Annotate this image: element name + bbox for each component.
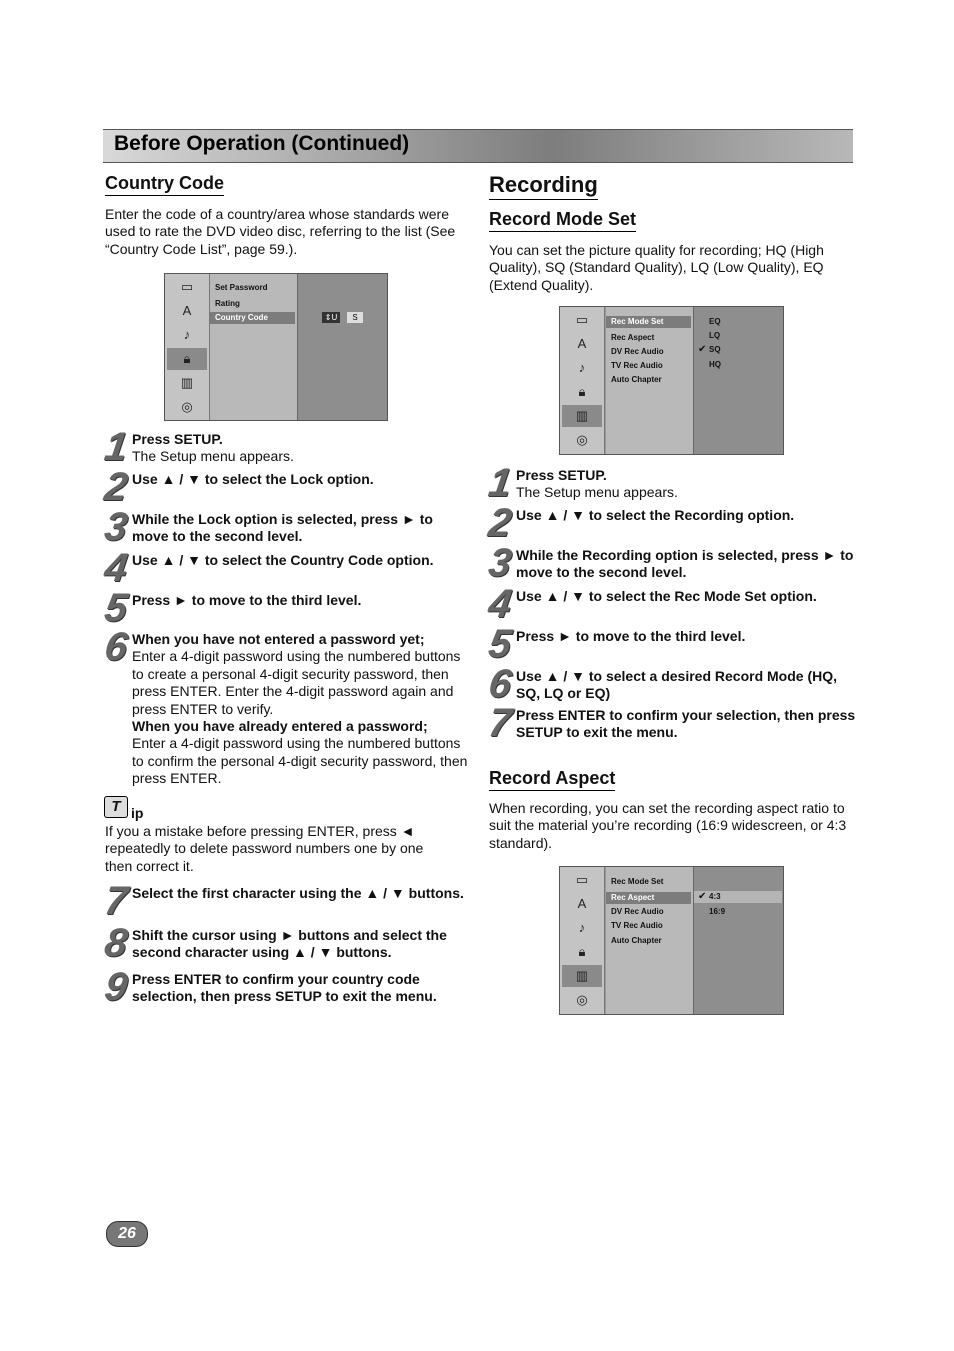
left-step-6 — [101, 625, 470, 791]
step-instruction: Select the first character using the ▲ / ▼ buttons. — [132, 885, 464, 901]
menu-item-rec-mode-set: Rec Mode Set — [606, 316, 691, 328]
step-instruction: Use ▲ / ▼ to select the Rec Mode Set option. — [516, 588, 817, 604]
country-code-intro: Enter the code of a country/area whose standards were used to rate the DVD video disc, referring to the list (See “Country Code List”, page 59.). — [105, 206, 456, 257]
left-step-8 — [101, 921, 470, 967]
right-step-5 — [485, 622, 854, 666]
recording-icon: ▥ — [180, 375, 194, 390]
setup-menu-rec-mode — [559, 306, 784, 455]
menu-icon-column — [560, 867, 605, 1014]
tip-icon: T — [104, 796, 128, 818]
right-step-1 — [485, 461, 854, 505]
right-step-7 — [485, 701, 856, 745]
step-detail: The Setup menu appears. — [516, 484, 678, 501]
menu-item-tv-rec-audio: TV Rec Audio — [611, 921, 663, 930]
step-instruction: While the Recording option is selected, press ► to move to the second level. — [516, 547, 854, 581]
step-instruction: Press SETUP. — [516, 467, 607, 483]
step-number: 1 — [101, 425, 129, 469]
lock-icon: 🔒︎ — [578, 384, 586, 399]
menu-second-level — [606, 867, 694, 1014]
step-instruction: Shift the cursor using ► buttons and select the second character using ▲ / ▼ buttons. — [132, 927, 447, 961]
recording-icon: ▥ — [562, 405, 602, 427]
lock-icon: 🔒︎ — [167, 348, 207, 370]
step-number: 5 — [485, 622, 513, 666]
step-detail-2: Enter a 4-digit password using the numbered buttons to confirm the personal 4-digit security password, then press ENTER. — [132, 735, 468, 787]
step-number: 4 — [101, 546, 129, 590]
menu-item-set-password: Set Password — [215, 283, 268, 292]
right-step-2 — [485, 501, 854, 545]
audio-icon: ♪ — [183, 327, 191, 342]
step-number: 4 — [485, 582, 513, 626]
left-step-4 — [101, 546, 470, 590]
setup-menu-lock — [164, 273, 388, 421]
step-instruction: Press ► to move to the third level. — [132, 592, 362, 608]
tip-text: If you a mistake before pressing ENTER, press ◄ repeatedly to delete password numbers one by one then correct it. — [105, 823, 424, 874]
step-number: 6 — [101, 625, 129, 669]
step-instruction: Press ► to move to the third level. — [516, 628, 746, 644]
menu-item-rating: Rating — [215, 299, 240, 308]
record-mode-intro: You can set the picture quality for recording; HQ (High Quality), SQ (Standard Quality), LQ (Low Quality), EQ (Extend Quality). — [489, 242, 824, 293]
step-instruction: Use ▲ / ▼ to select a desired Record Mode (HQ, SQ, LQ or EQ) — [516, 668, 838, 702]
menu-item-tv-rec-audio: TV Rec Audio — [611, 361, 663, 370]
step-instruction: When you have not entered a password yet; — [132, 631, 425, 647]
menu-second-level — [606, 307, 694, 454]
country-code-char-1: ⇕U — [322, 312, 340, 323]
menu-icon-column — [165, 274, 210, 420]
menu-item-rec-mode-set: Rec Mode Set — [611, 877, 664, 886]
record-aspect-heading: Record Aspect — [489, 768, 615, 791]
option-hq: HQ — [709, 360, 721, 369]
menu-item-auto-chapter: Auto Chapter — [611, 936, 662, 945]
menu-item-dv-rec-audio: DV Rec Audio — [611, 907, 664, 916]
step-instruction: Press ENTER to confirm your selection, then press SETUP to exit the menu. — [516, 707, 856, 741]
option-4-3: 4:3 — [709, 892, 721, 901]
page-number: 26 — [106, 1221, 148, 1247]
option-lq: LQ — [709, 331, 721, 340]
step-number: 2 — [101, 465, 129, 509]
tv-icon: ▭ — [575, 312, 589, 327]
recording-heading: Recording — [489, 172, 598, 200]
option-eq: EQ — [709, 317, 721, 326]
disc-icon: ◎ — [181, 399, 193, 414]
step-number: 7 — [485, 701, 513, 745]
menu-third-level — [694, 307, 783, 454]
step-number: 5 — [101, 586, 129, 630]
menu-item-rec-aspect: Rec Aspect — [606, 892, 691, 904]
country-code-char-2: S — [347, 312, 363, 323]
menu-icon-column — [560, 307, 605, 454]
disc-icon: ◎ — [576, 992, 588, 1007]
option-16-9: 16:9 — [709, 907, 726, 916]
left-step-3 — [101, 505, 470, 549]
menu-third-level — [298, 274, 387, 420]
left-step-7 — [101, 879, 470, 925]
left-step-2 — [101, 465, 470, 509]
step-number: 8 — [101, 921, 129, 965]
step-instruction: Use ▲ / ▼ to select the Lock option. — [132, 471, 374, 487]
check-icon: ✔ — [698, 344, 707, 355]
recording-icon: ▥ — [562, 965, 602, 987]
record-aspect-intro: When recording, you can set the recording aspect ratio to suit the material you’re recording (16:9 widescreen, or 4:3 standard). — [489, 800, 847, 851]
step-number: 7 — [101, 879, 129, 923]
section-banner — [103, 129, 853, 163]
step-detail: Enter a 4-digit password using the numbered buttons to create a personal 4-digit security password, then press ENTER. Enter the 4-digit password again and press ENTER to verify. — [132, 648, 461, 717]
tv-icon: ▭ — [575, 872, 589, 887]
option-sq: SQ — [709, 345, 721, 354]
step-number: 6 — [485, 662, 513, 706]
step-number: 3 — [485, 541, 513, 585]
tip-label: ip — [131, 805, 144, 821]
audio-icon: ♪ — [578, 920, 586, 935]
step-instruction: Press SETUP. — [132, 431, 223, 447]
left-step-9 — [101, 965, 470, 1011]
setup-menu-rec-aspect — [559, 866, 784, 1015]
lock-icon: 🔒︎ — [578, 944, 586, 959]
step-number: 2 — [485, 501, 513, 545]
menu-item-country-code: Country Code — [210, 312, 295, 324]
tv-icon: ▭ — [180, 279, 194, 294]
step-instruction: Press ENTER to confirm your country code selection, then press SETUP to exit the menu. — [132, 971, 437, 1005]
audio-icon: ♪ — [578, 360, 586, 375]
menu-item-dv-rec-audio: DV Rec Audio — [611, 347, 664, 356]
step-number: 9 — [101, 965, 129, 1009]
language-icon: A — [577, 896, 587, 911]
disc-icon: ◎ — [576, 432, 588, 447]
check-icon: ✔ — [698, 891, 707, 902]
language-icon: A — [577, 336, 587, 351]
right-step-3 — [485, 541, 854, 585]
menu-second-level — [210, 274, 298, 420]
right-step-4 — [485, 582, 854, 626]
right-step-6 — [485, 662, 854, 706]
step-number: 3 — [101, 505, 129, 549]
menu-item-rec-aspect: Rec Aspect — [611, 333, 655, 342]
step-instruction: While the Lock option is selected, press ► to move to the second level. — [132, 511, 433, 545]
country-code-heading: Country Code — [105, 173, 224, 196]
banner-title: Before Operation (Continued) — [114, 132, 410, 155]
record-mode-set-heading: Record Mode Set — [489, 209, 636, 232]
step-detail: The Setup menu appears. — [132, 448, 294, 465]
step-instruction: Use ▲ / ▼ to select the Country Code option. — [132, 552, 434, 568]
menu-item-auto-chapter: Auto Chapter — [611, 375, 662, 384]
menu-third-level — [694, 867, 783, 1014]
step-number: 1 — [485, 461, 513, 505]
language-icon: A — [182, 303, 192, 318]
step-instruction-2: When you have already entered a password; — [132, 718, 428, 735]
step-instruction: Use ▲ / ▼ to select the Recording option. — [516, 507, 795, 523]
left-step-5 — [101, 586, 470, 630]
left-step-1 — [101, 425, 470, 469]
